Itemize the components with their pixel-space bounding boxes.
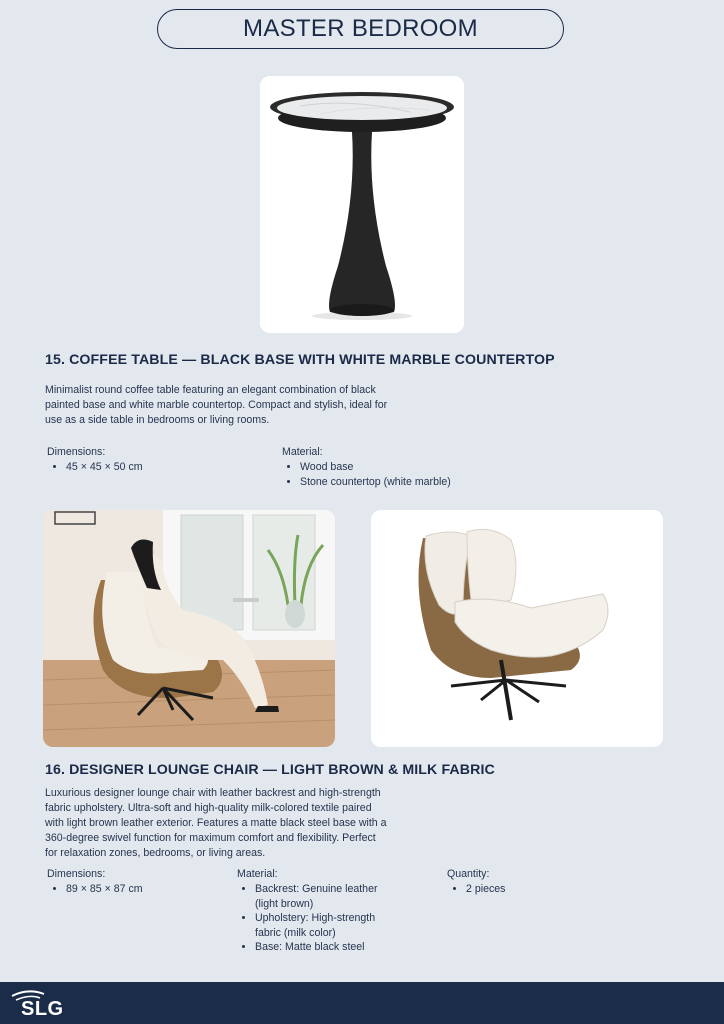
page-title	[157, 9, 564, 49]
item15-dimensions-list	[48, 460, 143, 475]
quantity-value: • 2 pieces	[466, 882, 505, 897]
item15-desc-line: painted base and white marble countertop. Compact and stylish, ideal for	[45, 399, 388, 411]
footer-logo-text: SLG	[21, 998, 64, 1020]
lounge-chair-room-illustration	[43, 510, 335, 747]
item15-desc-line: use as a side table in bedrooms or living rooms.	[45, 414, 270, 426]
item16-heading: 16. DESIGNER LOUNGE CHAIR — LIGHT BROWN & MILK FABRIC	[45, 762, 495, 778]
footer-bar	[0, 982, 724, 1024]
lounge-chair-product-photo	[371, 510, 663, 747]
material-line: fabric (milk color)	[255, 926, 336, 939]
item16-desc-line: with light brown leather exterior. Features a matte black steel base with a	[45, 817, 387, 829]
item15-desc-line: Minimalist round coffee table featuring an elegant combination of black	[45, 384, 376, 396]
coffee-table-photo	[260, 76, 464, 333]
page-title-text: MASTER BEDROOM	[243, 15, 478, 42]
dimension-value: • 89 × 85 × 87 cm	[66, 882, 143, 897]
item15-material-list	[282, 460, 451, 489]
material-line: (light brown)	[255, 897, 314, 910]
item16-description	[45, 786, 387, 861]
material-item	[255, 940, 378, 955]
item16-desc-line: fabric upholstery. Ultra-soft and high-quality milk-colored textile paired	[45, 802, 372, 814]
material-item: • Wood base	[300, 460, 451, 475]
lounge-chair-illustration	[371, 510, 663, 747]
material-line: Base: Matte black steel	[255, 941, 365, 953]
item15-description	[45, 383, 387, 428]
coffee-table-illustration	[260, 76, 464, 333]
item15-material-label: Material:	[282, 446, 323, 458]
material-line: Upholstery: High-strength	[255, 912, 376, 924]
material-item	[255, 882, 378, 911]
material-item	[255, 911, 378, 940]
dimension-value: • 45 × 45 × 50 cm	[66, 460, 143, 475]
item16-material-label: Material:	[237, 868, 278, 880]
item16-quantity-list	[448, 882, 505, 897]
item16-material-list	[237, 882, 378, 955]
material-item: • Stone countertop (white marble)	[300, 475, 451, 490]
item15-heading: 15. COFFEE TABLE — BLACK BASE WITH WHITE MARBLE COUNTERTOP	[45, 352, 555, 368]
material-line: Backrest: Genuine leather	[255, 883, 378, 895]
item15-dimensions-label: Dimensions:	[47, 446, 106, 458]
item16-desc-line: 360-degree swivel function for maximum comfort and flexibility. Perfect	[45, 832, 376, 844]
item16-dimensions-label: Dimensions:	[47, 868, 106, 880]
item16-dimensions-list	[48, 882, 143, 897]
item16-desc-line: Luxurious designer lounge chair with leather backrest and high-strength	[45, 787, 381, 799]
item16-quantity-label: Quantity:	[447, 868, 490, 880]
item16-desc-line: for relaxation zones, bedrooms, or living areas.	[45, 847, 266, 859]
lounge-chair-lifestyle-photo	[43, 510, 335, 747]
